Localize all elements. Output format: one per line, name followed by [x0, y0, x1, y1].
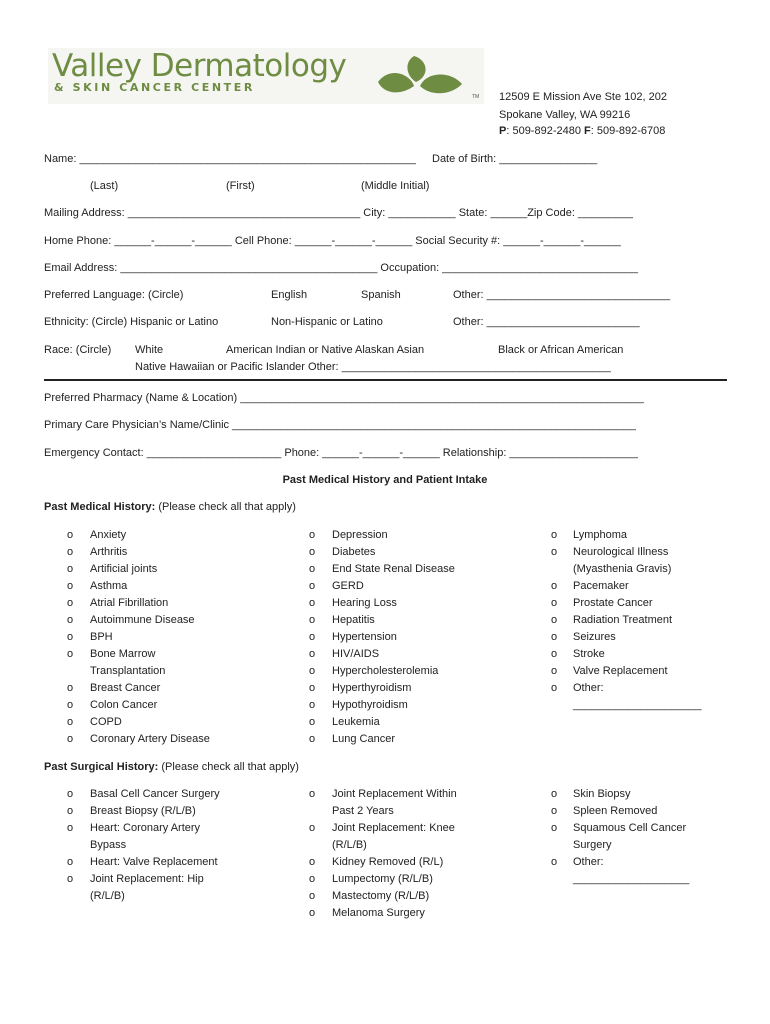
checkbox-icon[interactable]: o	[309, 890, 316, 902]
checkbox-icon[interactable]: o	[309, 873, 316, 885]
checkbox-icon[interactable]: o	[67, 563, 74, 575]
checkbox-icon[interactable]: o	[309, 614, 316, 626]
checkbox-icon[interactable]: o	[309, 733, 316, 745]
checkbox-icon[interactable]: o	[309, 699, 316, 711]
medical-item: Depression	[332, 529, 388, 541]
section-divider	[44, 379, 727, 381]
fax-label: F	[584, 125, 591, 137]
checkbox-icon[interactable]: o	[309, 682, 316, 694]
medical-item: Hearing Loss	[332, 597, 397, 609]
surgical-item: Joint Replacement: Knee	[332, 822, 455, 834]
medical-item: Lymphoma	[573, 529, 628, 541]
checkbox-icon[interactable]: o	[551, 665, 558, 677]
checkbox-icon[interactable]: o	[67, 788, 74, 800]
medical-item: Pacemaker	[573, 580, 629, 592]
address-line-2: Spokane Valley, WA 99216	[499, 109, 631, 121]
medical-item: Stroke	[573, 648, 605, 660]
medical-item: Hypothyroidism	[332, 699, 408, 711]
trademark-mark: TM	[472, 94, 480, 100]
medical-item: COPD	[90, 716, 122, 728]
pcp-field[interactable]: Primary Care Physician’s Name/Clinic __________________________________________________________________	[44, 419, 636, 431]
surgical-item: Melanoma Surgery	[332, 907, 425, 919]
medical-item: Autoimmune Disease	[90, 614, 195, 626]
medical-instruction: (Please check all that apply)	[155, 501, 296, 513]
surgical-item: Kidney Removed (R/L)	[332, 856, 444, 868]
medical-item: Coronary Artery Disease	[90, 733, 210, 745]
checkbox-icon[interactable]: o	[551, 546, 558, 558]
checkbox-icon[interactable]: o	[551, 597, 558, 609]
medical-item: Atrial Fibrillation	[90, 597, 169, 609]
checkbox-icon[interactable]: o	[309, 822, 316, 834]
last-name-label: (Last)	[90, 180, 119, 192]
medical-item: End State Renal Disease	[332, 563, 455, 575]
checkbox-icon[interactable]: o	[67, 822, 74, 834]
logo-subtitle: & SKIN CANCER CENTER	[54, 81, 255, 94]
middle-initial-label: (Middle Initial)	[361, 180, 430, 192]
surgical-history-heading	[44, 761, 299, 773]
surgical-item: Joint Replacement: Hip	[90, 873, 204, 885]
checkbox-icon[interactable]: o	[309, 597, 316, 609]
ethnicity-option-non-hispanic[interactable]: Non-Hispanic or Latino	[271, 316, 383, 328]
surgical-item: Bypass	[90, 839, 127, 851]
email-occupation-fields[interactable]: Email Address: __________________________________________ Occupation: ________________________________	[44, 262, 638, 274]
contact-line	[499, 125, 665, 137]
address-line-1: 12509 E Mission Ave Ste 102, 202	[499, 91, 667, 103]
medical-item: Asthma	[90, 580, 128, 592]
leaf-logo-icon	[370, 52, 470, 102]
medical-item: Neurological Illness	[573, 546, 669, 558]
race-option-american-indian[interactable]: American Indian or Native Alaskan Asian	[226, 344, 425, 356]
medical-item: Radiation Treatment	[573, 614, 673, 626]
medical-item: (Myasthenia Gravis)	[573, 563, 672, 575]
checkbox-icon[interactable]: o	[67, 631, 74, 643]
medical-item: _____________________	[573, 699, 702, 711]
medical-item: Bone Marrow	[90, 648, 156, 660]
checkbox-icon[interactable]: o	[67, 597, 74, 609]
checkbox-icon[interactable]: o	[309, 665, 316, 677]
checkbox-icon[interactable]: o	[309, 563, 316, 575]
language-option-english[interactable]: English	[271, 289, 308, 301]
phone-number: : 509-892-2480	[506, 125, 585, 137]
ethnicity-other-field[interactable]: Other: _________________________	[453, 316, 640, 328]
checkbox-icon[interactable]: o	[309, 648, 316, 660]
surgical-item: Basal Cell Cancer Surgery	[90, 788, 220, 800]
checkbox-icon[interactable]: o	[67, 805, 74, 817]
ethnicity-label[interactable]: Ethnicity: (Circle) Hispanic or Latino	[44, 316, 219, 328]
checkbox-icon[interactable]: o	[309, 529, 316, 541]
surgical-instruction: (Please check all that apply)	[158, 761, 299, 773]
medical-item: GERD	[332, 580, 364, 592]
checkbox-icon[interactable]: o	[551, 805, 558, 817]
checkbox-icon[interactable]: o	[309, 546, 316, 558]
checkbox-icon[interactable]: o	[309, 716, 316, 728]
race-option-white[interactable]: White	[135, 344, 164, 356]
checkbox-icon[interactable]: o	[67, 682, 74, 694]
checkbox-icon[interactable]: o	[67, 580, 74, 592]
pharmacy-field[interactable]: Preferred Pharmacy (Name & Location) __________________________________________________________________	[44, 392, 645, 404]
name-field[interactable]: Name: _______________________________________________________	[44, 153, 416, 165]
medical-item: Anxiety	[90, 529, 127, 541]
checkbox-icon[interactable]: o	[551, 822, 558, 834]
surgical-item: Lumpectomy (R/L/B)	[332, 873, 433, 885]
first-name-label: (First)	[226, 180, 255, 192]
surgical-item: Mastectomy (R/L/B)	[332, 890, 430, 902]
surgical-item: Skin Biopsy	[573, 788, 631, 800]
medical-item: Artificial joints	[90, 563, 158, 575]
surgical-item: (R/L/B)	[332, 839, 367, 851]
surgical-item: Surgery	[573, 839, 612, 851]
surgical-item: Joint Replacement Within	[332, 788, 457, 800]
medical-item: Lung Cancer	[332, 733, 395, 745]
phone-fields[interactable]: Home Phone: ______-______-______ Cell Phone: ______-______-______ Social Security #: ______-______-______	[44, 235, 621, 247]
surgical-item: ___________________	[573, 873, 690, 885]
checkbox-icon[interactable]: o	[551, 580, 558, 592]
surgical-item: Past 2 Years	[332, 805, 394, 817]
surgical-item: Spleen Removed	[573, 805, 658, 817]
language-label: Preferred Language: (Circle)	[44, 289, 184, 301]
checkbox-icon[interactable]: o	[309, 580, 316, 592]
checkbox-icon[interactable]: o	[551, 856, 558, 868]
medical-heading-label: Past Medical History:	[44, 501, 156, 513]
medical-history-heading	[44, 501, 296, 513]
checkbox-icon[interactable]: o	[551, 529, 558, 541]
race-option-black[interactable]: Black or African American	[498, 344, 624, 356]
medical-item: Prostate Cancer	[573, 597, 653, 609]
dob-field[interactable]: Date of Birth: ________________	[432, 153, 598, 165]
mailing-address-field[interactable]: Mailing Address: ______________________________________ City: ___________ State: ______Zip Code: _________	[44, 207, 634, 219]
language-option-spanish[interactable]: Spanish	[361, 289, 401, 301]
checkbox-icon[interactable]: o	[67, 699, 74, 711]
medical-item: HIV/AIDS	[332, 648, 380, 660]
section-title: Past Medical History and Patient Intake	[282, 474, 488, 486]
medical-item: Leukemia	[332, 716, 380, 728]
checkbox-icon[interactable]: o	[67, 733, 74, 745]
checkbox-icon[interactable]: o	[551, 788, 558, 800]
surgical-item: Other:	[573, 856, 604, 868]
surgical-item: Heart: Valve Replacement	[90, 856, 218, 868]
medical-item: Other:	[573, 682, 604, 694]
medical-item: Hypercholesterolemia	[332, 665, 439, 677]
phone-label: P	[499, 125, 507, 137]
race-option-native-hawaiian[interactable]: Native Hawaiian or Pacific Islander Other: ____________________________________________	[135, 361, 611, 373]
checkbox-icon[interactable]: o	[67, 716, 74, 728]
emergency-contact-field[interactable]: Emergency Contact: ______________________ Phone: ______-______-______ Relationship: _____________________	[44, 447, 638, 459]
medical-item: Arthritis	[90, 546, 128, 558]
checkbox-icon[interactable]: o	[551, 631, 558, 643]
medical-item: Transplantation	[90, 665, 166, 677]
surgical-heading-label: Past Surgical History:	[44, 761, 159, 773]
race-label: Race: (Circle)	[44, 344, 112, 356]
surgical-item: Heart: Coronary Artery	[90, 822, 201, 834]
medical-item: Breast Cancer	[90, 682, 161, 694]
checkbox-icon[interactable]: o	[309, 788, 316, 800]
medical-item: Hypertension	[332, 631, 397, 643]
checkbox-icon[interactable]: o	[67, 648, 74, 660]
checkbox-icon[interactable]: o	[551, 682, 558, 694]
checkbox-icon[interactable]: o	[551, 648, 558, 660]
language-other-field[interactable]: Other: ______________________________	[453, 289, 671, 301]
clinic-logo	[48, 48, 484, 104]
medical-item: Hepatitis	[332, 614, 375, 626]
checkbox-icon[interactable]: o	[67, 529, 74, 541]
medical-item: Valve Replacement	[573, 665, 668, 677]
checkbox-icon[interactable]: o	[67, 856, 74, 868]
medical-item: Seizures	[573, 631, 616, 643]
checkbox-icon[interactable]: o	[67, 546, 74, 558]
checkbox-icon[interactable]: o	[551, 614, 558, 626]
logo-title: Valley Dermatology	[52, 48, 347, 84]
medical-item: Diabetes	[332, 546, 376, 558]
surgical-item: Breast Biopsy (R/L/B)	[90, 805, 196, 817]
medical-item: Colon Cancer	[90, 699, 158, 711]
checkbox-icon[interactable]: o	[309, 856, 316, 868]
surgical-item: Squamous Cell Cancer	[573, 822, 687, 834]
medical-item: BPH	[90, 631, 113, 643]
checkbox-icon[interactable]: o	[67, 873, 74, 885]
surgical-item: (R/L/B)	[90, 890, 125, 902]
checkbox-icon[interactable]: o	[67, 614, 74, 626]
fax-number: : 509-892-6708	[590, 125, 666, 137]
medical-item: Hyperthyroidism	[332, 682, 412, 694]
checkbox-icon[interactable]: o	[309, 631, 316, 643]
checkbox-icon[interactable]: o	[309, 907, 316, 919]
